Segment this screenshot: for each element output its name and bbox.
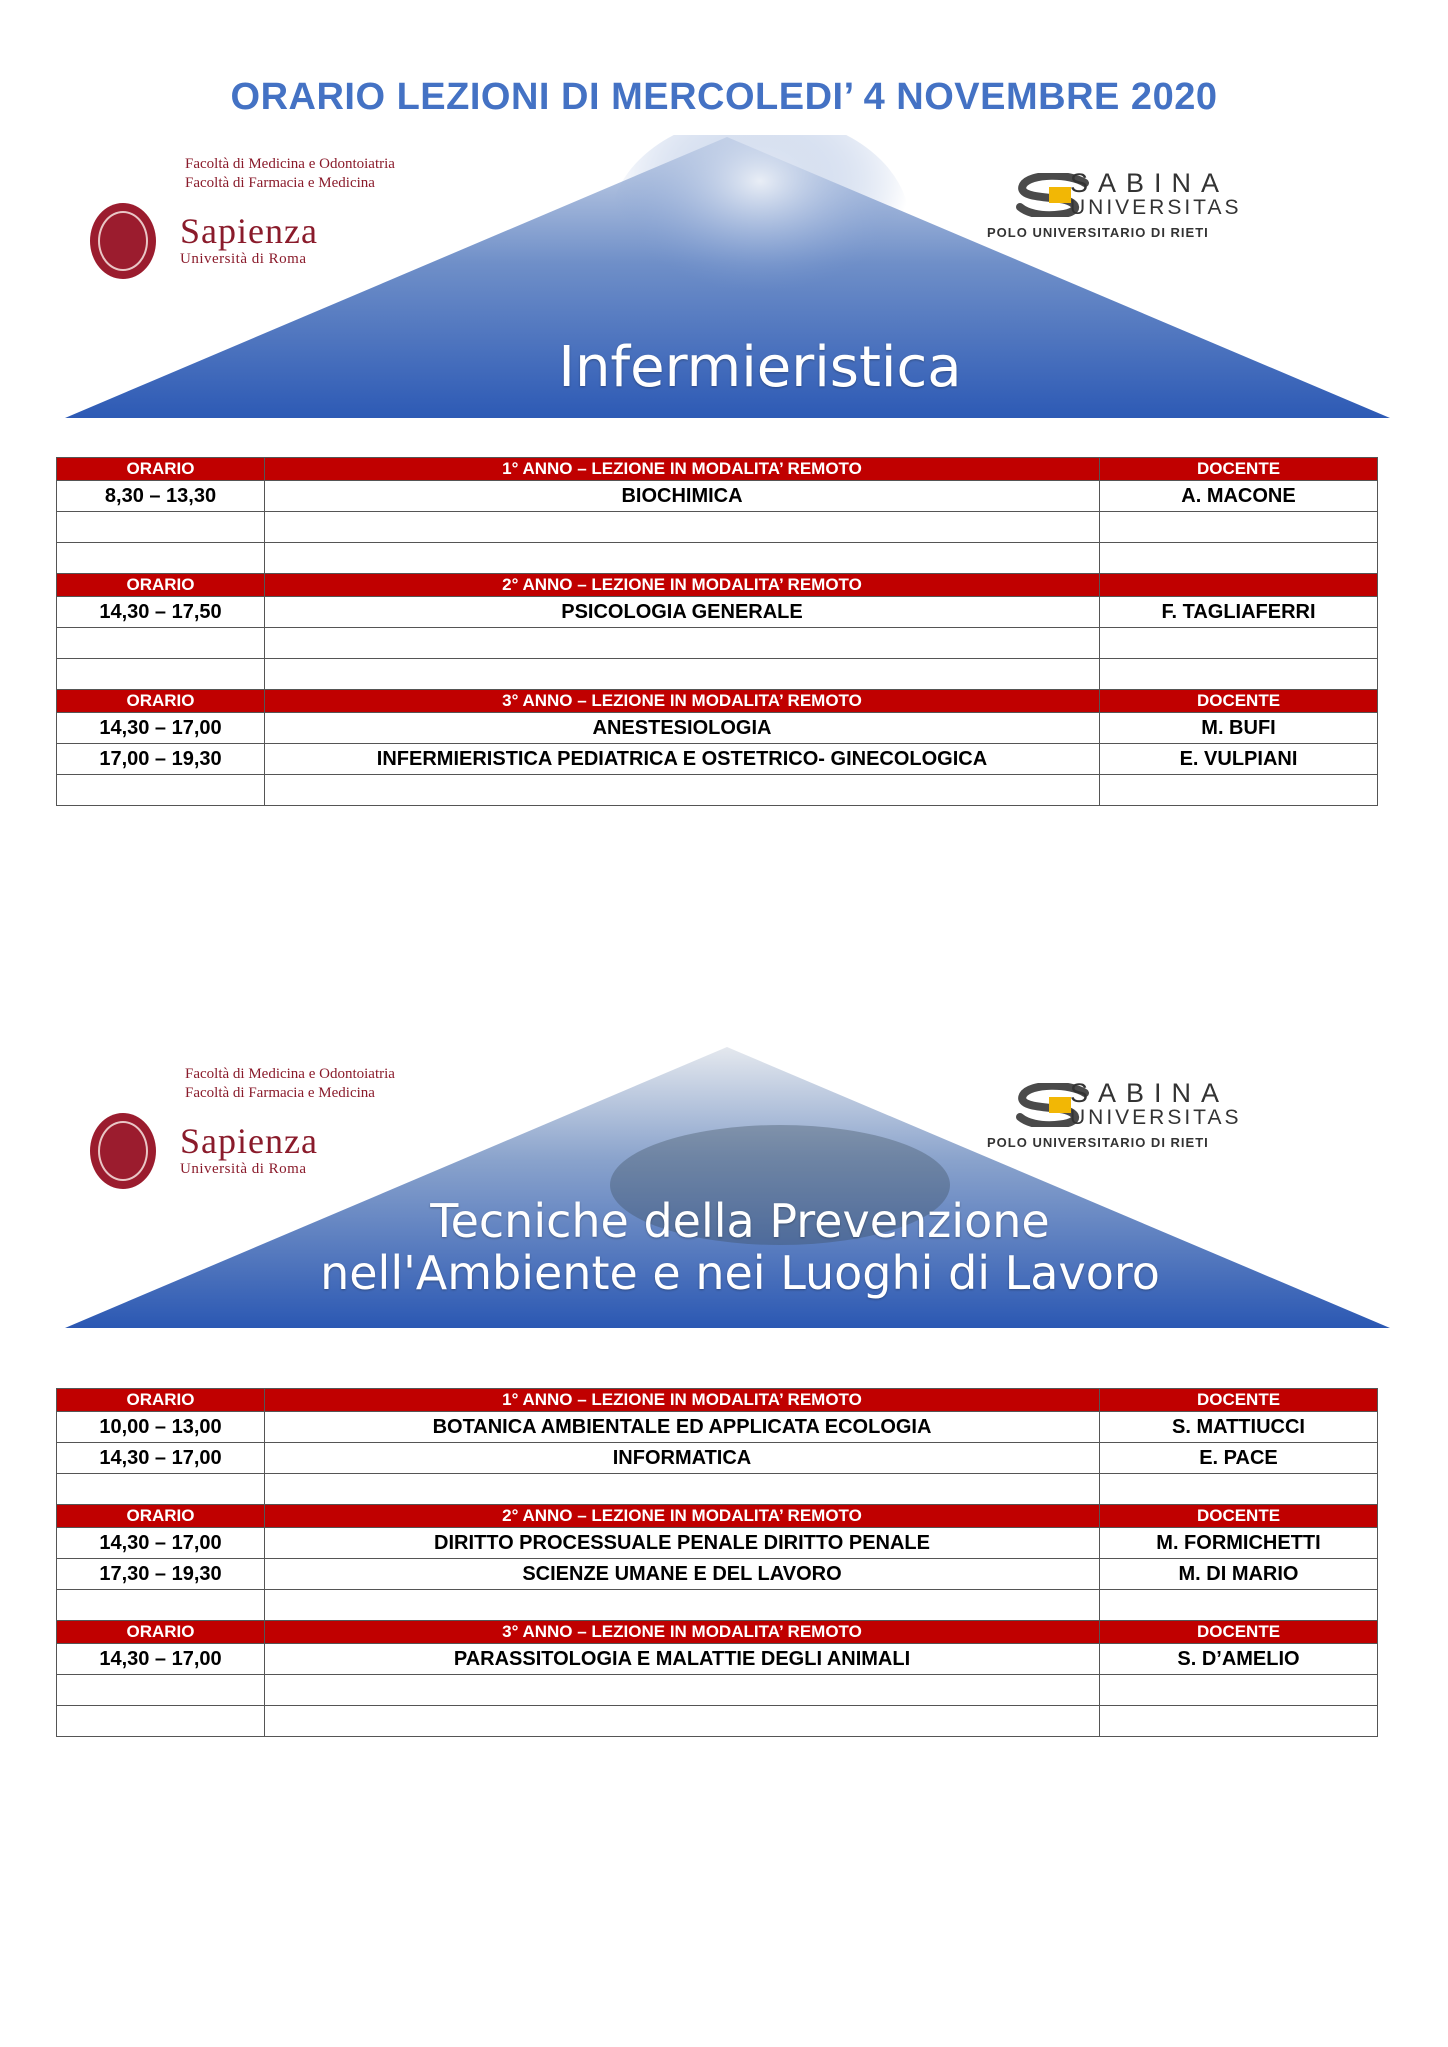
header-orario: ORARIO bbox=[57, 690, 265, 713]
table-row bbox=[57, 1706, 1378, 1737]
cell-time: 8,30 – 13,30 bbox=[57, 481, 265, 512]
cell-teacher: M. DI MARIO bbox=[1100, 1559, 1378, 1590]
header-docente: DOCENTE bbox=[1100, 690, 1378, 713]
cell-course: INFERMIERISTICA PEDIATRICA E OSTETRICO- GINECOLOGICA bbox=[265, 744, 1100, 775]
cell-teacher bbox=[1100, 1675, 1378, 1706]
cell-course bbox=[265, 512, 1100, 543]
sapienza-logo bbox=[180, 213, 318, 268]
cell-course bbox=[265, 775, 1100, 806]
header-docente: DOCENTE bbox=[1100, 1505, 1378, 1528]
header-orario: ORARIO bbox=[57, 1621, 265, 1644]
cell-course bbox=[265, 1474, 1100, 1505]
cell-teacher bbox=[1100, 775, 1378, 806]
cell-time bbox=[57, 1706, 265, 1737]
banner-infermieristica bbox=[60, 135, 1395, 425]
schedule-table-tecniche-prevenzione bbox=[56, 1388, 1378, 1737]
sapienza-subtitle: Università di Roma bbox=[180, 1161, 307, 1177]
sapienza-logo bbox=[180, 1123, 318, 1178]
cell-time bbox=[57, 775, 265, 806]
cell-teacher bbox=[1100, 1474, 1378, 1505]
cell-time: 14,30 – 17,00 bbox=[57, 1528, 265, 1559]
table-row bbox=[57, 628, 1378, 659]
table-header-row bbox=[57, 690, 1378, 713]
cell-course bbox=[265, 543, 1100, 574]
table-row bbox=[57, 481, 1378, 512]
sabina-line-1: SABINA bbox=[1070, 168, 1230, 198]
table-row bbox=[57, 713, 1378, 744]
cell-teacher bbox=[1100, 628, 1378, 659]
cell-time bbox=[57, 659, 265, 690]
cell-course bbox=[265, 1675, 1100, 1706]
table-row bbox=[57, 512, 1378, 543]
header-orario: ORARIO bbox=[57, 458, 265, 481]
table-header-row bbox=[57, 458, 1378, 481]
faculty-line-1: Facoltà di Medicina e Odontoiatria bbox=[185, 156, 395, 172]
cell-time: 14,30 – 17,50 bbox=[57, 597, 265, 628]
cell-time bbox=[57, 1590, 265, 1621]
sapienza-name: Sapienza bbox=[180, 1121, 318, 1161]
cell-course: BIOCHIMICA bbox=[265, 481, 1100, 512]
cell-time bbox=[57, 628, 265, 659]
table-row bbox=[57, 1644, 1378, 1675]
schedule-table-infermieristica bbox=[56, 457, 1378, 806]
sabina-line-2: UNIVERSITAS bbox=[1070, 1106, 1242, 1129]
cell-teacher: E. PACE bbox=[1100, 1443, 1378, 1474]
table-header-row bbox=[57, 1505, 1378, 1528]
page-title: ORARIO LEZIONI DI MERCOLEDI’ 4 NOVEMBRE 2020 bbox=[230, 76, 1218, 118]
table-row bbox=[57, 543, 1378, 574]
table-row bbox=[57, 1412, 1378, 1443]
table-row bbox=[57, 1590, 1378, 1621]
header-docente: DOCENTE bbox=[1100, 1621, 1378, 1644]
table-header-row bbox=[57, 1389, 1378, 1412]
cell-time bbox=[57, 1474, 265, 1505]
cell-course: SCIENZE UMANE E DEL LAVORO bbox=[265, 1559, 1100, 1590]
cell-course: ANESTESIOLOGIA bbox=[265, 713, 1100, 744]
cell-course bbox=[265, 1706, 1100, 1737]
header-anno: 3° ANNO – LEZIONE IN MODALITA’ REMOTO bbox=[265, 1621, 1100, 1644]
cell-teacher bbox=[1100, 1706, 1378, 1737]
cell-teacher bbox=[1100, 1590, 1378, 1621]
cell-teacher: A. MACONE bbox=[1100, 481, 1378, 512]
faculty-line-2: Facoltà di Farmacia e Medicina bbox=[185, 1085, 375, 1101]
cell-teacher bbox=[1100, 543, 1378, 574]
cell-course bbox=[265, 628, 1100, 659]
header-orario: ORARIO bbox=[57, 574, 265, 597]
sapienza-name: Sapienza bbox=[180, 211, 318, 251]
table-row bbox=[57, 775, 1378, 806]
cell-course bbox=[265, 1590, 1100, 1621]
cell-time: 14,30 – 17,00 bbox=[57, 1644, 265, 1675]
sabina-line-1: SABINA bbox=[1070, 1078, 1230, 1108]
header-orario: ORARIO bbox=[57, 1389, 265, 1412]
cell-course: DIRITTO PROCESSUALE PENALE DIRITTO PENALE bbox=[265, 1528, 1100, 1559]
cell-time bbox=[57, 543, 265, 574]
table-row bbox=[57, 1675, 1378, 1706]
header-anno: 3° ANNO – LEZIONE IN MODALITA’ REMOTO bbox=[265, 690, 1100, 713]
cell-course: PARASSITOLOGIA E MALATTIE DEGLI ANIMALI bbox=[265, 1644, 1100, 1675]
faculty-line-1: Facoltà di Medicina e Odontoiatria bbox=[185, 1066, 395, 1082]
cell-time: 14,30 – 17,00 bbox=[57, 713, 265, 744]
cell-time: 17,00 – 19,30 bbox=[57, 744, 265, 775]
sapienza-seal-icon bbox=[90, 1113, 156, 1189]
header-orario: ORARIO bbox=[57, 1505, 265, 1528]
cell-teacher bbox=[1100, 512, 1378, 543]
table-row bbox=[57, 744, 1378, 775]
header-anno: 2° ANNO – LEZIONE IN MODALITA’ REMOTO bbox=[265, 574, 1100, 597]
sapienza-subtitle: Università di Roma bbox=[180, 251, 307, 267]
header-anno: 1° ANNO – LEZIONE IN MODALITA’ REMOTO bbox=[265, 458, 1100, 481]
cell-time: 14,30 – 17,00 bbox=[57, 1443, 265, 1474]
table-header-row bbox=[57, 1621, 1378, 1644]
table-row bbox=[57, 1443, 1378, 1474]
header-docente bbox=[1100, 574, 1378, 597]
header-docente: DOCENTE bbox=[1100, 1389, 1378, 1412]
banner-tecniche-prevenzione bbox=[60, 1045, 1395, 1335]
banner-title bbox=[260, 1195, 1220, 1299]
cell-course: BOTANICA AMBIENTALE ED APPLICATA ECOLOGIA bbox=[265, 1412, 1100, 1443]
cell-teacher: F. TAGLIAFERRI bbox=[1100, 597, 1378, 628]
faculty-line-2: Facoltà di Farmacia e Medicina bbox=[185, 175, 375, 191]
cell-teacher bbox=[1100, 659, 1378, 690]
sabina-line-2: UNIVERSITAS bbox=[1070, 196, 1242, 219]
table-row bbox=[57, 659, 1378, 690]
cell-time: 10,00 – 13,00 bbox=[57, 1412, 265, 1443]
sabina-logo bbox=[987, 1078, 1242, 1150]
cell-time bbox=[57, 512, 265, 543]
cell-course: INFORMATICA bbox=[265, 1443, 1100, 1474]
banner-title: Infermieristica bbox=[558, 335, 962, 400]
table-row bbox=[57, 1474, 1378, 1505]
cell-teacher: S. D’AMELIO bbox=[1100, 1644, 1378, 1675]
faculty-names bbox=[185, 1065, 395, 1103]
banner-title-line-1: Tecniche della Prevenzione bbox=[430, 1194, 1050, 1248]
cell-teacher: M. FORMICHETTI bbox=[1100, 1528, 1378, 1559]
cell-time: 17,30 – 19,30 bbox=[57, 1559, 265, 1590]
table-header-row bbox=[57, 574, 1378, 597]
sabina-line-3: POLO UNIVERSITARIO DI RIETI bbox=[987, 1135, 1209, 1150]
sabina-line-3: POLO UNIVERSITARIO DI RIETI bbox=[987, 225, 1209, 240]
table-row bbox=[57, 1528, 1378, 1559]
header-anno: 1° ANNO – LEZIONE IN MODALITA’ REMOTO bbox=[265, 1389, 1100, 1412]
cell-course: PSICOLOGIA GENERALE bbox=[265, 597, 1100, 628]
cell-time bbox=[57, 1675, 265, 1706]
table-row bbox=[57, 1559, 1378, 1590]
cell-course bbox=[265, 659, 1100, 690]
cell-teacher: S. MATTIUCCI bbox=[1100, 1412, 1378, 1443]
sapienza-seal-icon bbox=[90, 203, 156, 279]
header-anno: 2° ANNO – LEZIONE IN MODALITA’ REMOTO bbox=[265, 1505, 1100, 1528]
banner-title-line-2: nell'Ambiente e nei Luoghi di Lavoro bbox=[320, 1246, 1160, 1300]
sabina-logo bbox=[987, 168, 1242, 240]
table-row bbox=[57, 597, 1378, 628]
cell-teacher: E. VULPIANI bbox=[1100, 744, 1378, 775]
header-docente: DOCENTE bbox=[1100, 458, 1378, 481]
cell-teacher: M. BUFI bbox=[1100, 713, 1378, 744]
faculty-names bbox=[185, 155, 395, 193]
